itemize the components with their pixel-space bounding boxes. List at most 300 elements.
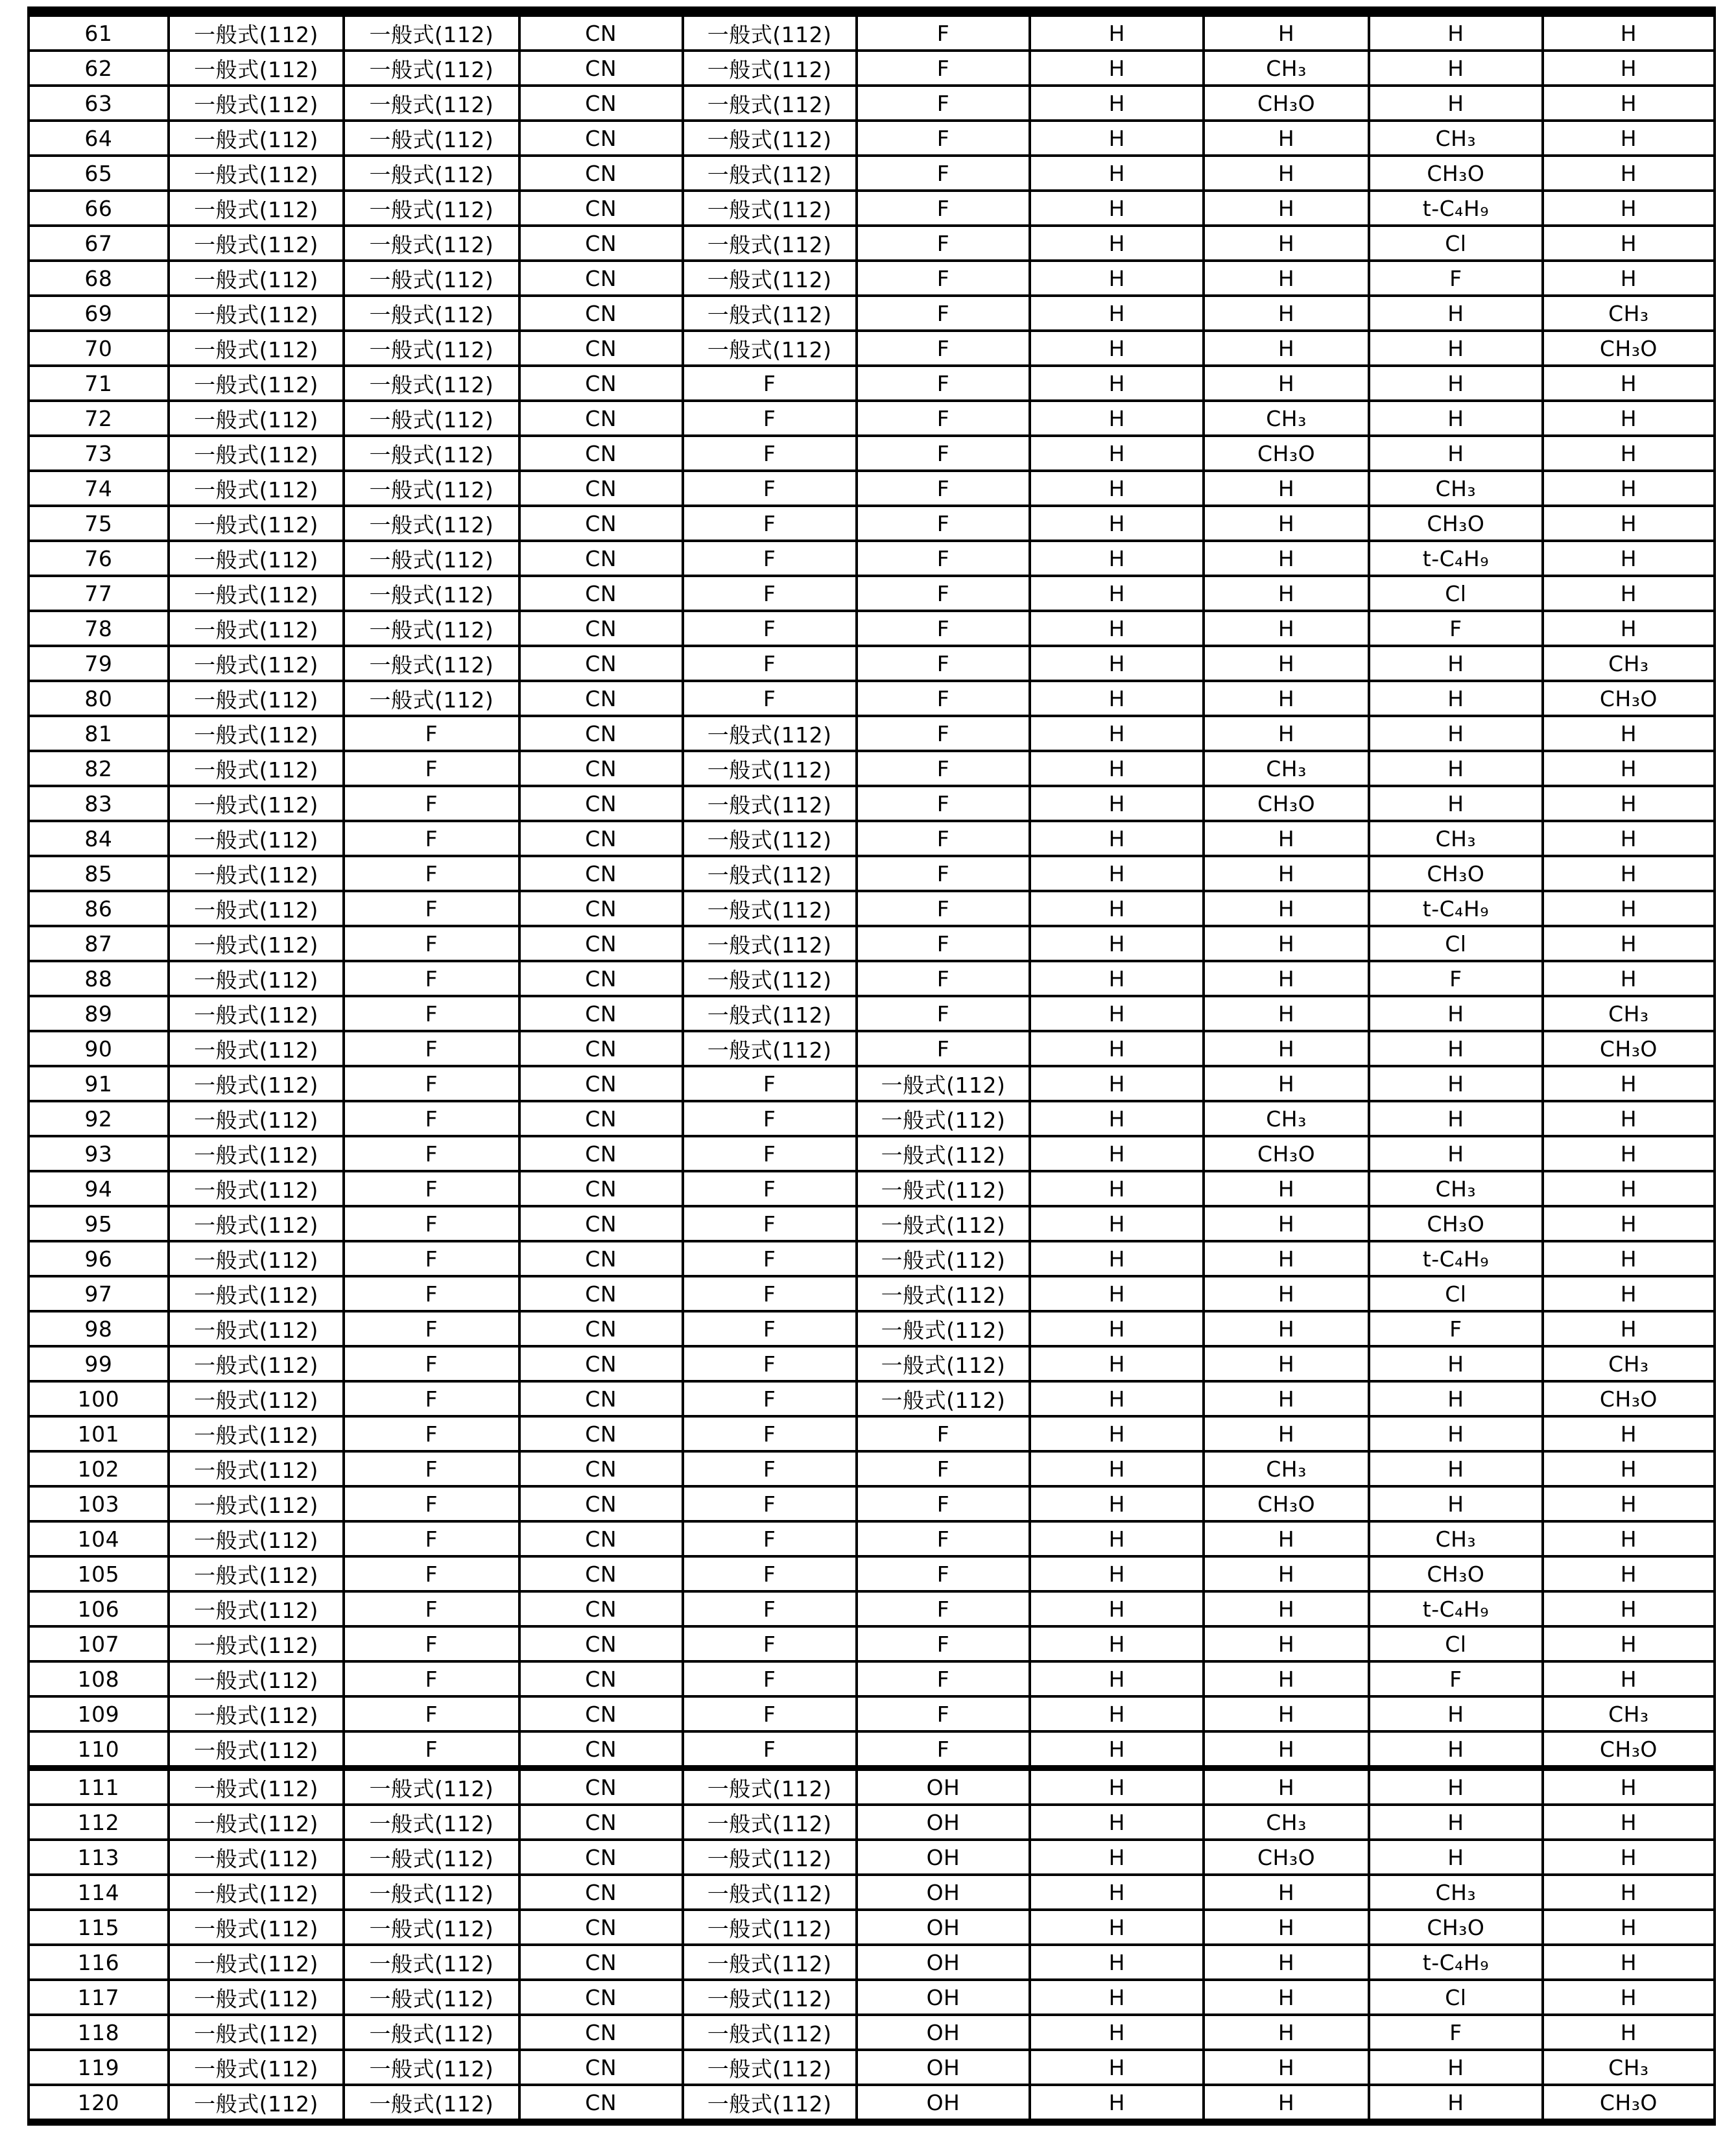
substituent-cell: F <box>857 1486 1030 1521</box>
substituent-cell: F <box>683 1206 857 1241</box>
substituent-cell: F <box>857 366 1030 401</box>
substituent-cell: H <box>1543 261 1715 296</box>
substituent-cell: F <box>857 541 1030 576</box>
substituent-cell: 一般式(112) <box>344 2085 519 2122</box>
row-number-cell: 92 <box>29 1101 169 1136</box>
substituent-cell: H <box>1543 1805 1715 1840</box>
substituent-cell: H <box>1030 1591 1204 1626</box>
row-number-cell: 107 <box>29 1626 169 1661</box>
substituent-cell: 一般式(112) <box>344 1945 519 1980</box>
substituent-cell: F <box>1369 611 1543 646</box>
table-body <box>29 12 1715 2122</box>
table-row <box>29 86 1715 121</box>
substituent-cell: CH₃O <box>1369 856 1543 891</box>
row-number-cell: 118 <box>29 2015 169 2050</box>
substituent-cell: H <box>1204 541 1369 576</box>
substituent-cell: 一般式(112) <box>169 1910 344 1945</box>
table-row <box>29 296 1715 331</box>
substituent-cell: H <box>1204 1241 1369 1276</box>
substituent-cell: 一般式(112) <box>344 121 519 156</box>
substituent-cell: F <box>344 891 519 926</box>
row-number-cell: 61 <box>29 12 169 51</box>
table-row <box>29 1661 1715 1696</box>
substituent-cell: F <box>344 1136 519 1171</box>
substituent-cell: 一般式(112) <box>683 1768 857 1805</box>
substituent-cell: H <box>1369 716 1543 751</box>
substituent-cell: H <box>1543 1556 1715 1591</box>
substituent-cell: CN <box>519 2015 683 2050</box>
substituent-cell: F <box>344 1276 519 1311</box>
substituent-cell: 一般式(112) <box>344 366 519 401</box>
substituent-cell: H <box>1204 1980 1369 2015</box>
substituent-cell: 一般式(112) <box>857 1066 1030 1101</box>
substituent-cell: H <box>1204 1768 1369 1805</box>
substituent-cell: 一般式(112) <box>857 1101 1030 1136</box>
substituent-cell: F <box>344 1521 519 1556</box>
substituent-cell: 一般式(112) <box>169 1805 344 1840</box>
table-row <box>29 261 1715 296</box>
substituent-cell: CN <box>519 1311 683 1346</box>
substituent-cell: 一般式(112) <box>683 296 857 331</box>
table-row <box>29 1451 1715 1486</box>
substituent-cell: H <box>1369 1840 1543 1875</box>
substituent-cell: CN <box>519 191 683 226</box>
substituent-cell: 一般式(112) <box>169 12 344 51</box>
substituent-cell: H <box>1204 1910 1369 1945</box>
substituent-cell: H <box>1204 1626 1369 1661</box>
row-number-cell: 78 <box>29 611 169 646</box>
row-number-cell: 100 <box>29 1381 169 1416</box>
substituent-cell: CN <box>519 681 683 716</box>
substituent-cell: F <box>344 1626 519 1661</box>
substituent-cell: H <box>1030 1136 1204 1171</box>
row-number-cell: 73 <box>29 436 169 471</box>
substituent-cell: H <box>1543 506 1715 541</box>
substituent-cell: H <box>1543 821 1715 856</box>
row-number-cell: 72 <box>29 401 169 436</box>
substituent-cell: H <box>1030 1731 1204 1768</box>
substituent-cell: CN <box>519 121 683 156</box>
substituent-cell: F <box>1369 1661 1543 1696</box>
table-row <box>29 1521 1715 1556</box>
table-row <box>29 576 1715 611</box>
substituent-cell: 一般式(112) <box>169 821 344 856</box>
substituent-cell: H <box>1369 681 1543 716</box>
row-number-cell: 74 <box>29 471 169 506</box>
substituent-cell: F <box>683 681 857 716</box>
row-number-cell: 81 <box>29 716 169 751</box>
substituent-cell: H <box>1204 226 1369 261</box>
substituent-cell: H <box>1030 401 1204 436</box>
substituent-cell: F <box>857 891 1030 926</box>
substituent-cell: 一般式(112) <box>169 191 344 226</box>
row-number-cell: 84 <box>29 821 169 856</box>
substituent-cell: H <box>1204 121 1369 156</box>
row-number-cell: 77 <box>29 576 169 611</box>
substituent-cell: H <box>1030 1626 1204 1661</box>
substituent-cell: F <box>344 1451 519 1486</box>
table-row <box>29 1840 1715 1875</box>
substituent-cell: F <box>857 86 1030 121</box>
substituent-cell: CH₃O <box>1543 681 1715 716</box>
substituent-cell: H <box>1204 2050 1369 2085</box>
substituent-cell: CH₃ <box>1204 1451 1369 1486</box>
substituent-cell: F <box>857 1696 1030 1731</box>
substituent-cell: 一般式(112) <box>683 786 857 821</box>
row-number-cell: 75 <box>29 506 169 541</box>
substituent-cell: CN <box>519 891 683 926</box>
substituent-cell: CN <box>519 436 683 471</box>
substituent-cell: 一般式(112) <box>683 751 857 786</box>
substituent-cell: 一般式(112) <box>344 1875 519 1910</box>
table-row <box>29 401 1715 436</box>
substituent-cell: 一般式(112) <box>344 436 519 471</box>
substituent-cell: H <box>1030 821 1204 856</box>
substituent-cell: 一般式(112) <box>169 401 344 436</box>
table-row <box>29 1171 1715 1206</box>
substituent-cell: 一般式(112) <box>169 1381 344 1416</box>
substituent-cell: OH <box>857 2050 1030 2085</box>
substituent-cell: H <box>1204 1556 1369 1591</box>
substituent-cell: F <box>857 1521 1030 1556</box>
substituent-cell: F <box>857 821 1030 856</box>
table-row <box>29 716 1715 751</box>
row-number-cell: 69 <box>29 296 169 331</box>
substituent-cell: H <box>1543 576 1715 611</box>
substituent-cell: CN <box>519 2085 683 2122</box>
substituent-cell: F <box>683 436 857 471</box>
substituent-cell: CN <box>519 1980 683 2015</box>
substituent-cell: CN <box>519 1066 683 1101</box>
substituent-cell: 一般式(112) <box>344 541 519 576</box>
substituent-cell: 一般式(112) <box>344 1840 519 1875</box>
substituent-cell: H <box>1543 1910 1715 1945</box>
substituent-cell: CN <box>519 401 683 436</box>
substituent-cell: H <box>1204 1311 1369 1346</box>
substituent-cell: H <box>1204 1171 1369 1206</box>
substituent-cell: F <box>857 996 1030 1031</box>
substituent-cell: CH₃ <box>1369 1875 1543 1910</box>
substituent-cell: H <box>1204 1346 1369 1381</box>
substituent-cell: CH₃ <box>1204 401 1369 436</box>
substituent-cell: H <box>1030 961 1204 996</box>
table-row <box>29 996 1715 1031</box>
substituent-cell: H <box>1030 436 1204 471</box>
substituent-cell: H <box>1543 156 1715 191</box>
substituent-cell: H <box>1543 471 1715 506</box>
row-number-cell: 85 <box>29 856 169 891</box>
substituent-cell: CH₃ <box>1369 1171 1543 1206</box>
row-number-cell: 97 <box>29 1276 169 1311</box>
substituent-cell: F <box>857 121 1030 156</box>
substituent-cell: F <box>1369 2015 1543 2050</box>
substituent-cell: 一般式(112) <box>344 611 519 646</box>
substituent-cell: H <box>1543 1661 1715 1696</box>
substituent-cell: F <box>857 471 1030 506</box>
substituent-cell: CN <box>519 86 683 121</box>
substituent-cell: CN <box>519 576 683 611</box>
substituent-cell: t-C₄H₉ <box>1369 541 1543 576</box>
substituent-cell: 一般式(112) <box>169 506 344 541</box>
substituent-cell: F <box>1369 1311 1543 1346</box>
substituent-cell: H <box>1204 1066 1369 1101</box>
substituent-cell: H <box>1030 1486 1204 1521</box>
substituent-cell: 一般式(112) <box>169 1311 344 1346</box>
substituent-cell: 一般式(112) <box>169 1346 344 1381</box>
substituent-cell: CH₃ <box>1369 121 1543 156</box>
substituent-cell: CN <box>519 1381 683 1416</box>
substituent-cell: H <box>1030 191 1204 226</box>
substituent-cell: 一般式(112) <box>344 261 519 296</box>
substituent-cell: H <box>1543 856 1715 891</box>
substituent-cell: F <box>857 1626 1030 1661</box>
substituent-cell: OH <box>857 1768 1030 1805</box>
substituent-cell: H <box>1369 1451 1543 1486</box>
substituent-cell: F <box>857 1451 1030 1486</box>
row-number-cell: 70 <box>29 331 169 366</box>
substituent-cell: 一般式(112) <box>169 1840 344 1875</box>
substituent-cell: F <box>857 716 1030 751</box>
substituent-cell: 一般式(112) <box>344 1980 519 2015</box>
substituent-cell: CN <box>519 1591 683 1626</box>
substituent-cell: H <box>1030 1521 1204 1556</box>
substituent-cell: H <box>1030 1101 1204 1136</box>
substituent-cell: CN <box>519 296 683 331</box>
substituent-cell: 一般式(112) <box>169 646 344 681</box>
substituent-cell: H <box>1369 1805 1543 1840</box>
substituent-cell: 一般式(112) <box>344 2050 519 2085</box>
substituent-cell: 一般式(112) <box>683 51 857 86</box>
row-number-cell: 99 <box>29 1346 169 1381</box>
substituent-cell: 一般式(112) <box>169 1875 344 1910</box>
substituent-cell: 一般式(112) <box>169 1206 344 1241</box>
substituent-cell: H <box>1543 961 1715 996</box>
substituent-cell: H <box>1030 1276 1204 1311</box>
substituent-cell: H <box>1030 926 1204 961</box>
substituent-cell: H <box>1543 1980 1715 2015</box>
table-row <box>29 1805 1715 1840</box>
substituent-cell: H <box>1030 1171 1204 1206</box>
substituent-cell: 一般式(112) <box>683 2015 857 2050</box>
substituent-cell: 一般式(112) <box>344 191 519 226</box>
substituent-cell: CN <box>519 226 683 261</box>
substituent-cell: F <box>344 996 519 1031</box>
substituent-cell: CH₃ <box>1369 1521 1543 1556</box>
row-number-cell: 63 <box>29 86 169 121</box>
substituent-cell: CN <box>519 1206 683 1241</box>
substituent-cell: F <box>344 1031 519 1066</box>
substituent-cell: H <box>1543 2015 1715 2050</box>
substituent-cell: 一般式(112) <box>169 856 344 891</box>
substituent-cell: CH₃O <box>1204 86 1369 121</box>
row-number-cell: 88 <box>29 961 169 996</box>
substituent-cell: 一般式(112) <box>169 2085 344 2122</box>
substituent-cell: CN <box>519 261 683 296</box>
substituent-cell: F <box>683 366 857 401</box>
table-row <box>29 2085 1715 2122</box>
row-number-cell: 98 <box>29 1311 169 1346</box>
substituent-cell: 一般式(112) <box>169 1241 344 1276</box>
substituent-cell: H <box>1204 961 1369 996</box>
row-number-cell: 106 <box>29 1591 169 1626</box>
substituent-cell: H <box>1030 996 1204 1031</box>
substituent-cell: H <box>1030 1381 1204 1416</box>
substituent-cell: F <box>344 856 519 891</box>
substituent-cell: 一般式(112) <box>344 1910 519 1945</box>
substituent-cell: 一般式(112) <box>169 51 344 86</box>
substituent-cell: CN <box>519 1136 683 1171</box>
substituent-cell: H <box>1030 611 1204 646</box>
table-row <box>29 121 1715 156</box>
substituent-cell: H <box>1369 1731 1543 1768</box>
substituent-cell: H <box>1543 1241 1715 1276</box>
table-row <box>29 1031 1715 1066</box>
substituent-cell: OH <box>857 1910 1030 1945</box>
substituent-cell: H <box>1030 1696 1204 1731</box>
substituent-cell: F <box>344 1731 519 1768</box>
substituent-cell: H <box>1204 1696 1369 1731</box>
substituent-cell: H <box>1204 926 1369 961</box>
substituent-cell: 一般式(112) <box>169 331 344 366</box>
substituent-cell: H <box>1369 1031 1543 1066</box>
substituent-cell: t-C₄H₉ <box>1369 891 1543 926</box>
substituent-cell: H <box>1204 1731 1369 1768</box>
substituent-cell: H <box>1030 1451 1204 1486</box>
substituent-cell: H <box>1030 1980 1204 2015</box>
substituent-cell: H <box>1204 576 1369 611</box>
substituent-cell: H <box>1204 2015 1369 2050</box>
substituent-cell: 一般式(112) <box>169 891 344 926</box>
substituent-cell: H <box>1543 1066 1715 1101</box>
substituent-cell: OH <box>857 1980 1030 2015</box>
substituent-cell: t-C₄H₉ <box>1369 1591 1543 1626</box>
substituent-cell: t-C₄H₉ <box>1369 191 1543 226</box>
substituent-cell: H <box>1369 1768 1543 1805</box>
substituent-cell: H <box>1369 751 1543 786</box>
substituent-cell: CH₃O <box>1204 786 1369 821</box>
substituent-cell: 一般式(112) <box>169 1768 344 1805</box>
substituent-cell: CN <box>519 961 683 996</box>
substituent-cell: H <box>1030 226 1204 261</box>
substituent-cell: Cl <box>1369 576 1543 611</box>
substituent-cell: CN <box>519 331 683 366</box>
row-number-cell: 101 <box>29 1416 169 1451</box>
substituent-cell: CN <box>519 1486 683 1521</box>
substituent-cell: H <box>1030 541 1204 576</box>
substituent-cell: F <box>344 926 519 961</box>
substituent-cell: H <box>1204 366 1369 401</box>
substituent-cell: H <box>1030 156 1204 191</box>
substituent-cell: F <box>683 1696 857 1731</box>
row-number-cell: 113 <box>29 1840 169 1875</box>
substituent-cell: F <box>857 156 1030 191</box>
substituent-cell: 一般式(112) <box>169 86 344 121</box>
substituent-cell: t-C₄H₉ <box>1369 1241 1543 1276</box>
substituent-cell: H <box>1030 1416 1204 1451</box>
substituent-cell: CN <box>519 506 683 541</box>
table-row <box>29 891 1715 926</box>
substituent-cell: CN <box>519 751 683 786</box>
substituent-cell: H <box>1543 1840 1715 1875</box>
substituent-cell: 一般式(112) <box>683 191 857 226</box>
substituent-cell: H <box>1030 751 1204 786</box>
substituent-cell: 一般式(112) <box>169 1591 344 1626</box>
substituent-cell: 一般式(112) <box>683 856 857 891</box>
table-row <box>29 191 1715 226</box>
substituent-cell: CH₃ <box>1369 471 1543 506</box>
substituent-cell: F <box>344 1556 519 1591</box>
substituent-cell: 一般式(112) <box>169 1416 344 1451</box>
substituent-cell: 一般式(112) <box>344 681 519 716</box>
substituent-cell: H <box>1543 1945 1715 1980</box>
substituent-cell: 一般式(112) <box>344 86 519 121</box>
substituent-cell: F <box>683 541 857 576</box>
substituent-cell: 一般式(112) <box>344 506 519 541</box>
substituent-cell: H <box>1543 786 1715 821</box>
substituent-cell: H <box>1543 86 1715 121</box>
substituent-cell: 一般式(112) <box>683 1910 857 1945</box>
substituent-cell: F <box>683 611 857 646</box>
substituent-cell: H <box>1369 1066 1543 1101</box>
row-number-cell: 114 <box>29 1875 169 1910</box>
substituent-cell: CN <box>519 1910 683 1945</box>
substituent-cell: F <box>344 716 519 751</box>
substituent-cell: F <box>683 401 857 436</box>
substituent-cell: 一般式(112) <box>683 716 857 751</box>
substituent-cell: CH₃ <box>1204 1805 1369 1840</box>
substituent-cell: F <box>857 926 1030 961</box>
row-number-cell: 111 <box>29 1768 169 1805</box>
row-number-cell: 102 <box>29 1451 169 1486</box>
substituent-cell: F <box>344 1311 519 1346</box>
substituent-cell: H <box>1543 366 1715 401</box>
substituent-cell: 一般式(112) <box>683 891 857 926</box>
substituent-cell: 一般式(112) <box>169 2015 344 2050</box>
substituent-cell: H <box>1543 1875 1715 1910</box>
substituent-cell: H <box>1369 331 1543 366</box>
substituent-cell: H <box>1030 12 1204 51</box>
row-number-cell: 64 <box>29 121 169 156</box>
substituent-cell: F <box>683 1731 857 1768</box>
substituent-cell: H <box>1030 1031 1204 1066</box>
table-row <box>29 1980 1715 2015</box>
substituent-cell: CN <box>519 611 683 646</box>
substituent-cell: CN <box>519 856 683 891</box>
substituent-cell: H <box>1543 1101 1715 1136</box>
substituent-cell: H <box>1030 261 1204 296</box>
substituent-cell: 一般式(112) <box>169 1731 344 1768</box>
substituent-cell: Cl <box>1369 226 1543 261</box>
substituent-cell: CN <box>519 1875 683 1910</box>
row-number-cell: 108 <box>29 1661 169 1696</box>
substituent-cell: H <box>1369 1346 1543 1381</box>
substituent-cell: 一般式(112) <box>683 1875 857 1910</box>
table-row <box>29 646 1715 681</box>
substituent-cell: CH₃O <box>1204 1486 1369 1521</box>
substituent-cell: H <box>1030 1206 1204 1241</box>
substituent-cell: CN <box>519 1805 683 1840</box>
substituent-cell: 一般式(112) <box>169 1031 344 1066</box>
substituent-cell: 一般式(112) <box>683 1945 857 1980</box>
substituent-cell: 一般式(112) <box>169 1136 344 1171</box>
substituent-cell: F <box>344 1171 519 1206</box>
substituent-cell: H <box>1030 716 1204 751</box>
substituent-cell: F <box>344 1346 519 1381</box>
substituent-cell: H <box>1030 331 1204 366</box>
table-row <box>29 926 1715 961</box>
row-number-cell: 91 <box>29 1066 169 1101</box>
row-number-cell: 67 <box>29 226 169 261</box>
